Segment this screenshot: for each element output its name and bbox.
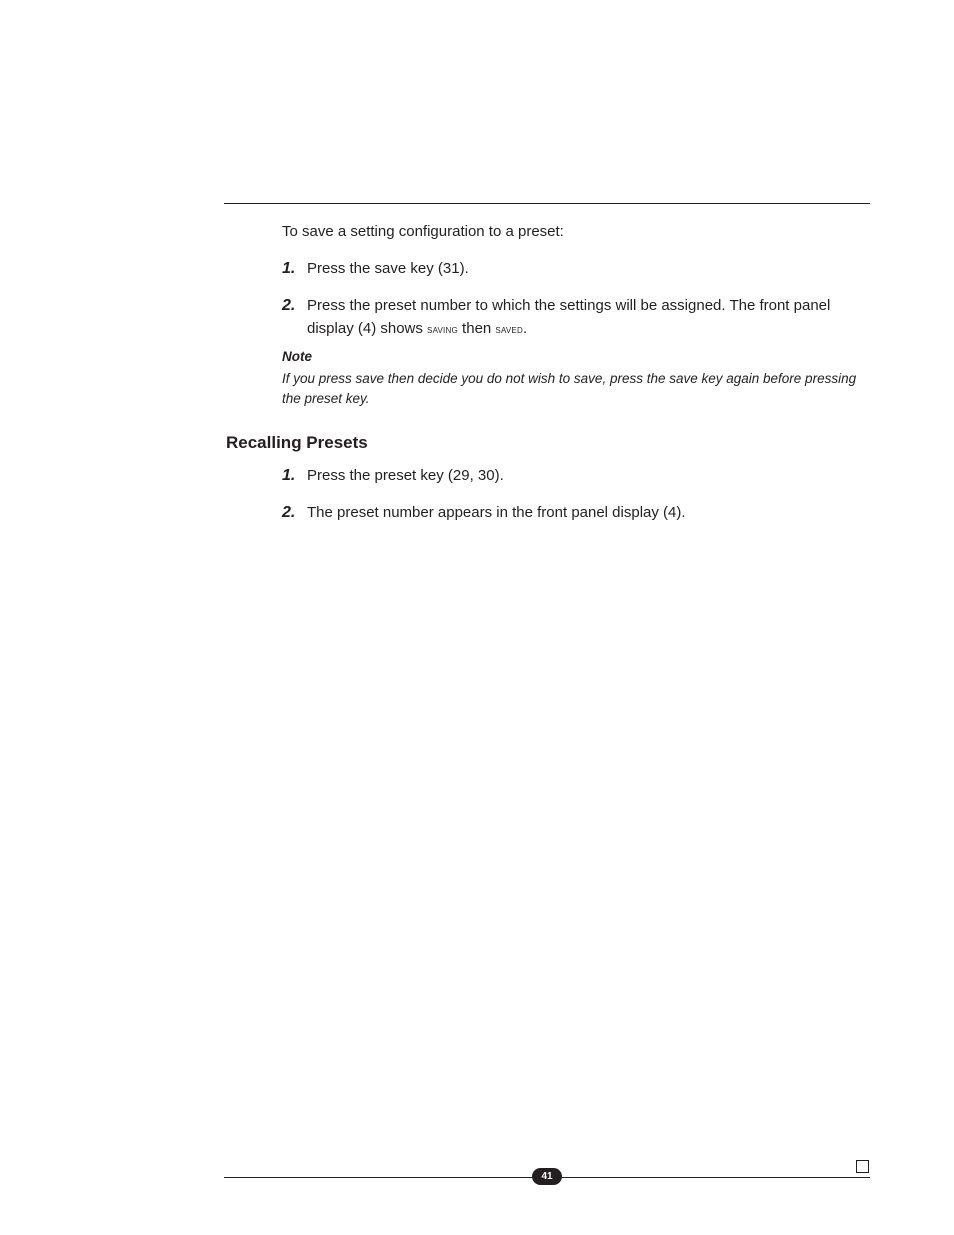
- section-heading-recalling-presets: Recalling Presets: [226, 433, 368, 452]
- display-word-saving: saving: [427, 324, 458, 336]
- step-number: 2.: [282, 504, 296, 521]
- header-rule: [224, 203, 870, 204]
- step-text: The preset number appears in the front panel display (4).: [307, 504, 686, 521]
- page-number: 41: [532, 1168, 562, 1185]
- step-text: [307, 294, 872, 342]
- step-number: 1.: [282, 260, 296, 277]
- save-intro: To save a setting configuration to a preset:: [282, 223, 564, 240]
- step-text-then: then: [457, 320, 496, 337]
- corner-square-icon: [856, 1160, 869, 1173]
- recall-step-1: [282, 464, 872, 487]
- save-step-2: [282, 294, 872, 342]
- step-text: Press the preset key (29, 30).: [307, 467, 504, 484]
- save-step-1: [282, 257, 872, 280]
- step-number: 2.: [282, 297, 296, 314]
- step-number: 1.: [282, 467, 296, 484]
- step-text: Press the save key (31).: [307, 260, 469, 277]
- display-word-saved: saved: [495, 324, 523, 336]
- note-body: If you press save then decide you do not wish to save, press the save key again before pressing the preset key.: [282, 371, 857, 406]
- recall-step-2: [282, 501, 872, 524]
- step-text-main: Press the preset number to which the settings will be assigned. The front panel display (4) shows: [307, 297, 831, 337]
- step-text-end: .: [522, 320, 528, 337]
- note-label: Note: [282, 349, 312, 364]
